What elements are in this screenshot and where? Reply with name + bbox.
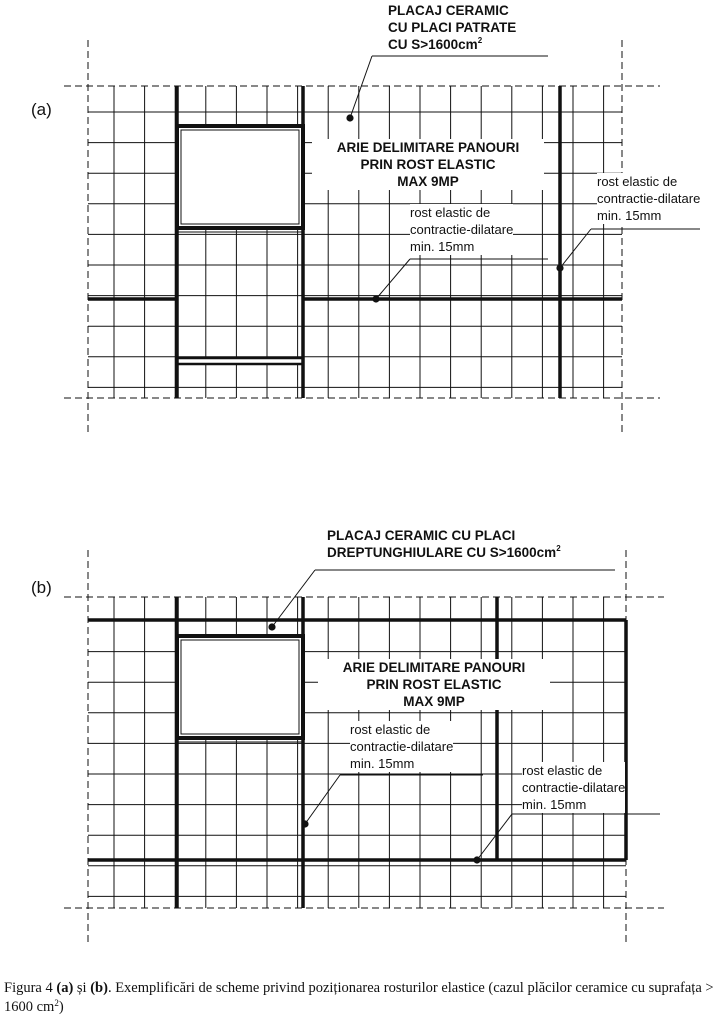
joint-note-a-1: rost elastic de contractie-dilatare min. 15mm [410,205,514,254]
leader-dot-b [301,820,308,827]
figure-caption: Figura 4 (a) și (b). Exemplificări de scheme privind poziționarea rosturilor elastice (cazul plăcilor ceramice cu suprafața > 1600 $cm^2$) [4,980,714,1015]
window-opening-b [177,636,303,738]
tiling-title-b: PLACAJ CERAMIC CU PLACI DREPTUNGHIULARE CU $S>1600cm^2$ [327,528,561,560]
leader-dot-b [268,623,275,630]
leader-dot-a [346,114,353,121]
window-opening-a [177,126,303,228]
panel-label-a: (a) [31,100,52,119]
tiling-title-a: PLACAJ CERAMIC CU PLACI PATRATE CU $S>1600cm^2$ [388,3,517,52]
joint-note-a-2: rost elastic de contractie-dilatare min. 15mm [597,174,701,223]
leader-dot-b [473,856,480,863]
joint-note-b-2: rost elastic de contractie-dilatare min. 15mm [522,763,626,812]
leader-line-a [350,56,372,118]
leader-line-b [477,814,512,860]
panel-area-label-a: ARIE DELIMITARE PANOURI PRIN ROST ELASTIC MAX 9MP [312,139,544,190]
panel-area-label-b: ARIE DELIMITARE PANOURI PRIN ROST ELASTIC MAX 9MP [318,659,550,710]
joint-note-b-1: rost elastic de contractie-dilatare min. 15mm [350,722,454,771]
leader-dot-a [556,264,563,271]
leader-line-b [305,775,340,824]
door-head-a [177,358,303,364]
figure-a-drawing [64,40,700,435]
leader-dot-a [372,295,379,302]
panel-label-b: (b) [31,578,52,597]
